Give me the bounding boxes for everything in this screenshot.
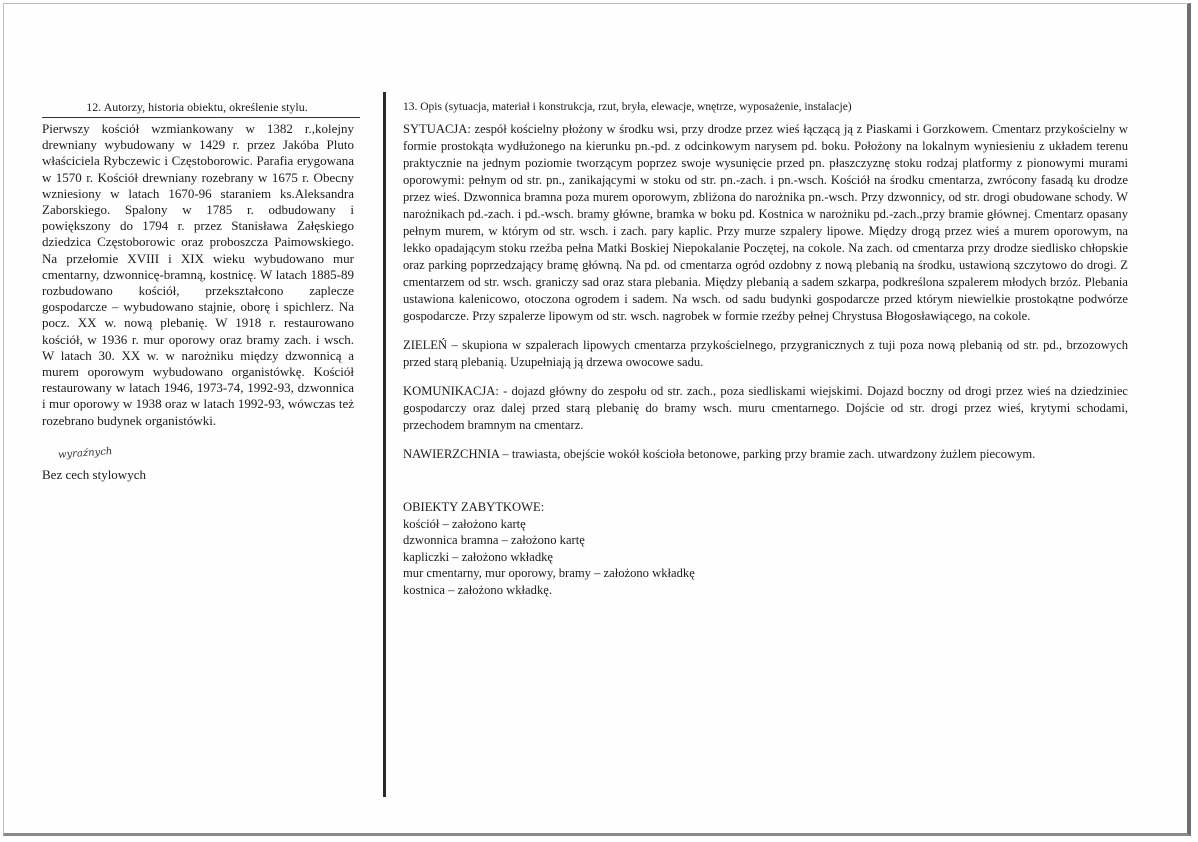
description-text — [403, 121, 1128, 475]
right-section — [403, 100, 1133, 114]
objects-item: kostnica – założono wkładkę. — [403, 582, 552, 597]
left-section — [42, 100, 352, 114]
objects-item: kościół – założono kartę — [403, 516, 526, 531]
sytuacja-paragraph: SYTUACJA: zespół kościelny płożony w środku wsi, przy drodze przez wieś łączącą ją z Piaskami i Gorzkowem. Cmentarz przykościelny w formie prostokąta wydłużonego na kierunku pn.-pd. z odcinkowym narysem pd. boku. Położony na lokalnym wyniesieniu z układem terenu praktycznie na jednym poziomie tworzącym poprzez swoje wysunięcie przed pn. płaszczyznę stoku rodzaj platformy z pionowymi murami oporowymi: pełnym od str. pn., zanikającymi w stoku od str. pn.-zach. i pn.-wsch. Kościół na środku cmentarza, zwrócony fasadą ku drodze przez wieś. Dzwonnica bramna poza murem oporowym, zbliżona do narożnika pn.-wsch. Przy dzwonnicy, od str. drogi obudowane schody. W narożnikach pd.-zach. i pd.-wsch. bramy główne, bramka w boku pd. Kostnica w narożniku pd.-zach.,przy bramie głównej. Cmentarz opasany pełnym murem, w którym od str. wsch. i zach. pary kaplic. Przy murze szpalery lipowe. Między drogą przez wieś a murem oporowym, na lekko opadającym stoku rzeźba pełna Matki Boskiej Niepokalanie Poczętej, na cokole. Na zach. od cmentarza przy drodze siedlisko chłopskie oraz parking poprzedzający bramę główną. Na pd. od cmentarza ogród ozdobny z nową plebanią na środku, ustawioną szczytowo do drogi. Z cmentarzem od str. wsch. graniczy sad oraz stara plebania. Między plebanią a sadem szkarpa, podkreślona szpalerem młodych brzóz. Plebania ustawiona kalenicowo, otoczona ogrodem i sadem. Na wsch. od sadu budynki gospodarcze przed którym niewielkie prostokątne podwórze gospodarcze. Przy szpalerze lipowym od str. wsch. nagrobek w formie rzeźby pełnej Chrystusa Błogosławiącego, na cokole. — [403, 122, 1128, 323]
zielen-paragraph: ZIELEŃ – skupiona w szpalerach lipowych cmentarza przykościelnego, przygranicznych z tuji poza nową plebanią od str. pd., brzozowych przed starą plebanią. Uzupełniają ją drzewa owocowe sadu. — [403, 338, 1128, 369]
column-divider — [383, 92, 386, 797]
history-text — [42, 121, 354, 429]
objects-item: dzwonnica bramna – założono kartę — [403, 533, 585, 547]
objects-item: mur cmentarny, mur oporowy, bramy – założono wkładkę — [403, 566, 695, 580]
handwritten-note: wyraźnych — [57, 446, 113, 461]
objects-list — [403, 499, 695, 598]
section-12-heading: 12. Autorzy, historia obiektu, określenie stylu. — [86, 100, 308, 114]
objects-heading: OBIEKTY ZABYTKOWE: — [403, 500, 545, 514]
style-note: Bez cech stylowych — [42, 467, 146, 482]
left-heading-rule — [42, 117, 360, 118]
history-paragraph: Pierwszy kościół wzmiankowany w 1382 r.,kolejny drewniany wybudowany w 1429 r. przez Jakóba Pluto właściciela Rybczewic i Częstoborowic. Parafia erygowana w 1570 r. Kościół drewniany rozebrany w 1675 r. Obecny wzniesiony w latach 1670-96 staraniem ks.Aleksandra Zaborskiego. Spalony w 1785 r. odbudowany i powiększony do 1794 r. przez Stanisława Załęskiego dziedzica Częstoborowic oraz proboszcza Paimowskiego. Na przełomie XVIII i XIX wieku wybudowano mur cmentarny, dzwonnicę-bramną, kostnicę. W latach 1885-89 rozbudowano kościół, przekształcono zaplecze gospodarcze – wybudowano stajnie, oborę i spichlerz. Na pocz. XX w. nową plebanię. W 1918 r. restaurowano kościół, w 1936 r. mur oporowy oraz bramy zach. i wsch. W latach 30. XX w. w narożniku między dzwonnicą a murem oporowym wybudowano organistówkę. Kościół restaurowany w latach 1946, 1973-74, 1992-93, dzwonnica i mur oporowy w 1938 oraz w latach 1992-93, wówczas też rozebrano budynek organistówki. — [42, 121, 354, 428]
nawierzchnia-paragraph: NAWIERZCHNIA – trawiasta, obejście wokół kościoła betonowe, parking przy bramie zach. utwardzony żużlem piecowym. — [403, 447, 1036, 461]
komunikacja-paragraph: KOMUNIKACJA: - dojazd główny do zespołu od str. zach., poza siedliskami wiejskimi. Dojazd boczny od drogi przez wieś na dziedziniec gospodarczy oraz dalej przed starą plebanię do bramy wsch. muru cmentarnego. Dojście od str. drogi przez wieś, krytymi schodami, przechodem bramnym na cmentarz. — [403, 384, 1128, 432]
objects-item: kapliczki – założono wkładkę — [403, 549, 554, 564]
section-13-heading: 13. Opis (sytuacja, materiał i konstrukcja, rzut, bryła, elewacje, wnętrze, wyposażenie, instalacje) — [403, 101, 852, 113]
